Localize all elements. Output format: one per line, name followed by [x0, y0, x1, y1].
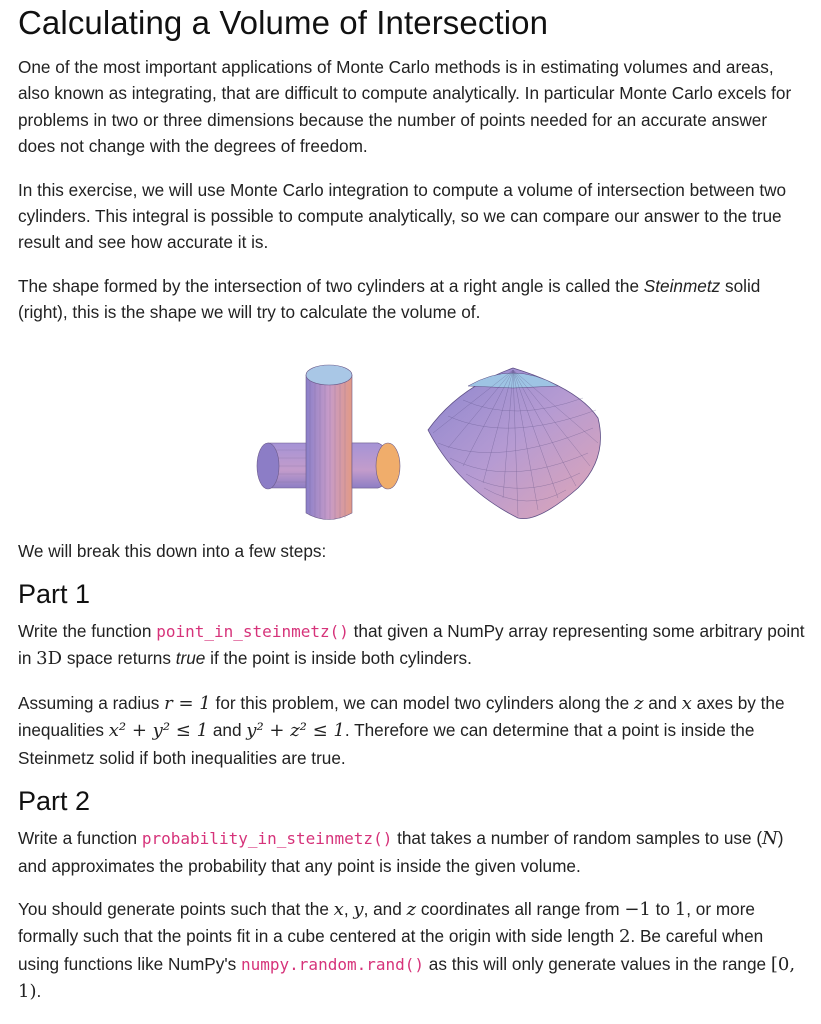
page-title: Calculating a Volume of Intersection [18, 4, 549, 41]
math-N: N [762, 828, 778, 850]
math-radius: r = 1 [164, 692, 211, 714]
function-name-numpy-random-rand: numpy.random.rand() [241, 954, 425, 974]
math-inequality-2: y² + z² ≤ 1 [246, 720, 345, 742]
function-name-probability-in-steinmetz: probability_in_steinmetz() [141, 829, 393, 849]
intro-paragraph-3: The shape formed by the intersection of two cylinders at a right angle is called the Steinmetz solid (right), this is the shape we will try to calculate the volume of. [18, 275, 761, 323]
part-1-paragraph-2: Assuming a radius r = 1 for this problem, we can model two cylinders along the z and x axes by the inequalities x² + y² ≤ 1 and y² + z² ≤ 1. Therefore we can determine that a point is inside the Steinmetz solid if both inequalities are true. [18, 692, 785, 768]
math-x-coord: x [333, 898, 344, 920]
intro-paragraph-2: In this exercise, we will use Monte Carlo integration to compute a volume of intersection between two cylinders. This integral is possible to compute analytically, so we can compare our answer to the true result and see how accurate it is. [18, 179, 787, 253]
cylinders-illustration [18, 348, 807, 538]
true-emphasis: true [175, 648, 206, 669]
function-name-point-in-steinmetz: point_in_steinmetz() [156, 622, 349, 642]
part-2-paragraph-1: Write a function probability_in_steinmetz() that takes a number of random samples to use (N) and approximates the probability that any point is inside the given volume. [18, 828, 784, 876]
part-2-paragraph-2: You should generate points such that the x, y, and z coordinates all range from −1 to 1, or more formally such that the points fit in a cube centered at the origin with side length 2. Be careful when using functions like NumPy's numpy.random.rand() as this will only generate values in the range [0, 1). [18, 898, 796, 1003]
math-x: x [681, 692, 692, 714]
cylinder-figure [18, 348, 807, 538]
math-range: [0, 1) [18, 953, 796, 1003]
math-one: 1 [674, 898, 687, 920]
math-z-coord: z [406, 898, 417, 920]
intro-paragraph-1: One of the most important applications of Monte Carlo methods is in estimating volumes and areas, also known as integrating, that are difficult to compute analytically. In particular Monte Carlo excels for problems in two or three dimensions because the number of points needed for an accurate answer does not change with the degrees of freedom. [18, 57, 792, 157]
math-two: 2 [618, 926, 631, 948]
steps-intro: We will break this down into a few steps: [18, 540, 327, 561]
part-1-heading: Part 1 [18, 579, 91, 610]
math-y-coord: y [353, 898, 364, 920]
steinmetz-solid-image [428, 368, 601, 519]
steinmetz-emphasis: Steinmetz [643, 275, 721, 296]
part-2-heading: Part 2 [18, 786, 91, 817]
crossing-cylinders-image [257, 365, 400, 520]
math-inequality-1: x² + y² ≤ 1 [108, 720, 209, 742]
part-1-paragraph-1: Write the function point_in_steinmetz() that given a NumPy array representing some arbitrary point in 3D space returns true if the point is inside both cylinders. [18, 621, 805, 670]
math-3d: 3D [36, 648, 63, 670]
math-z: z [633, 692, 644, 714]
math-minus-one: −1 [624, 898, 651, 920]
